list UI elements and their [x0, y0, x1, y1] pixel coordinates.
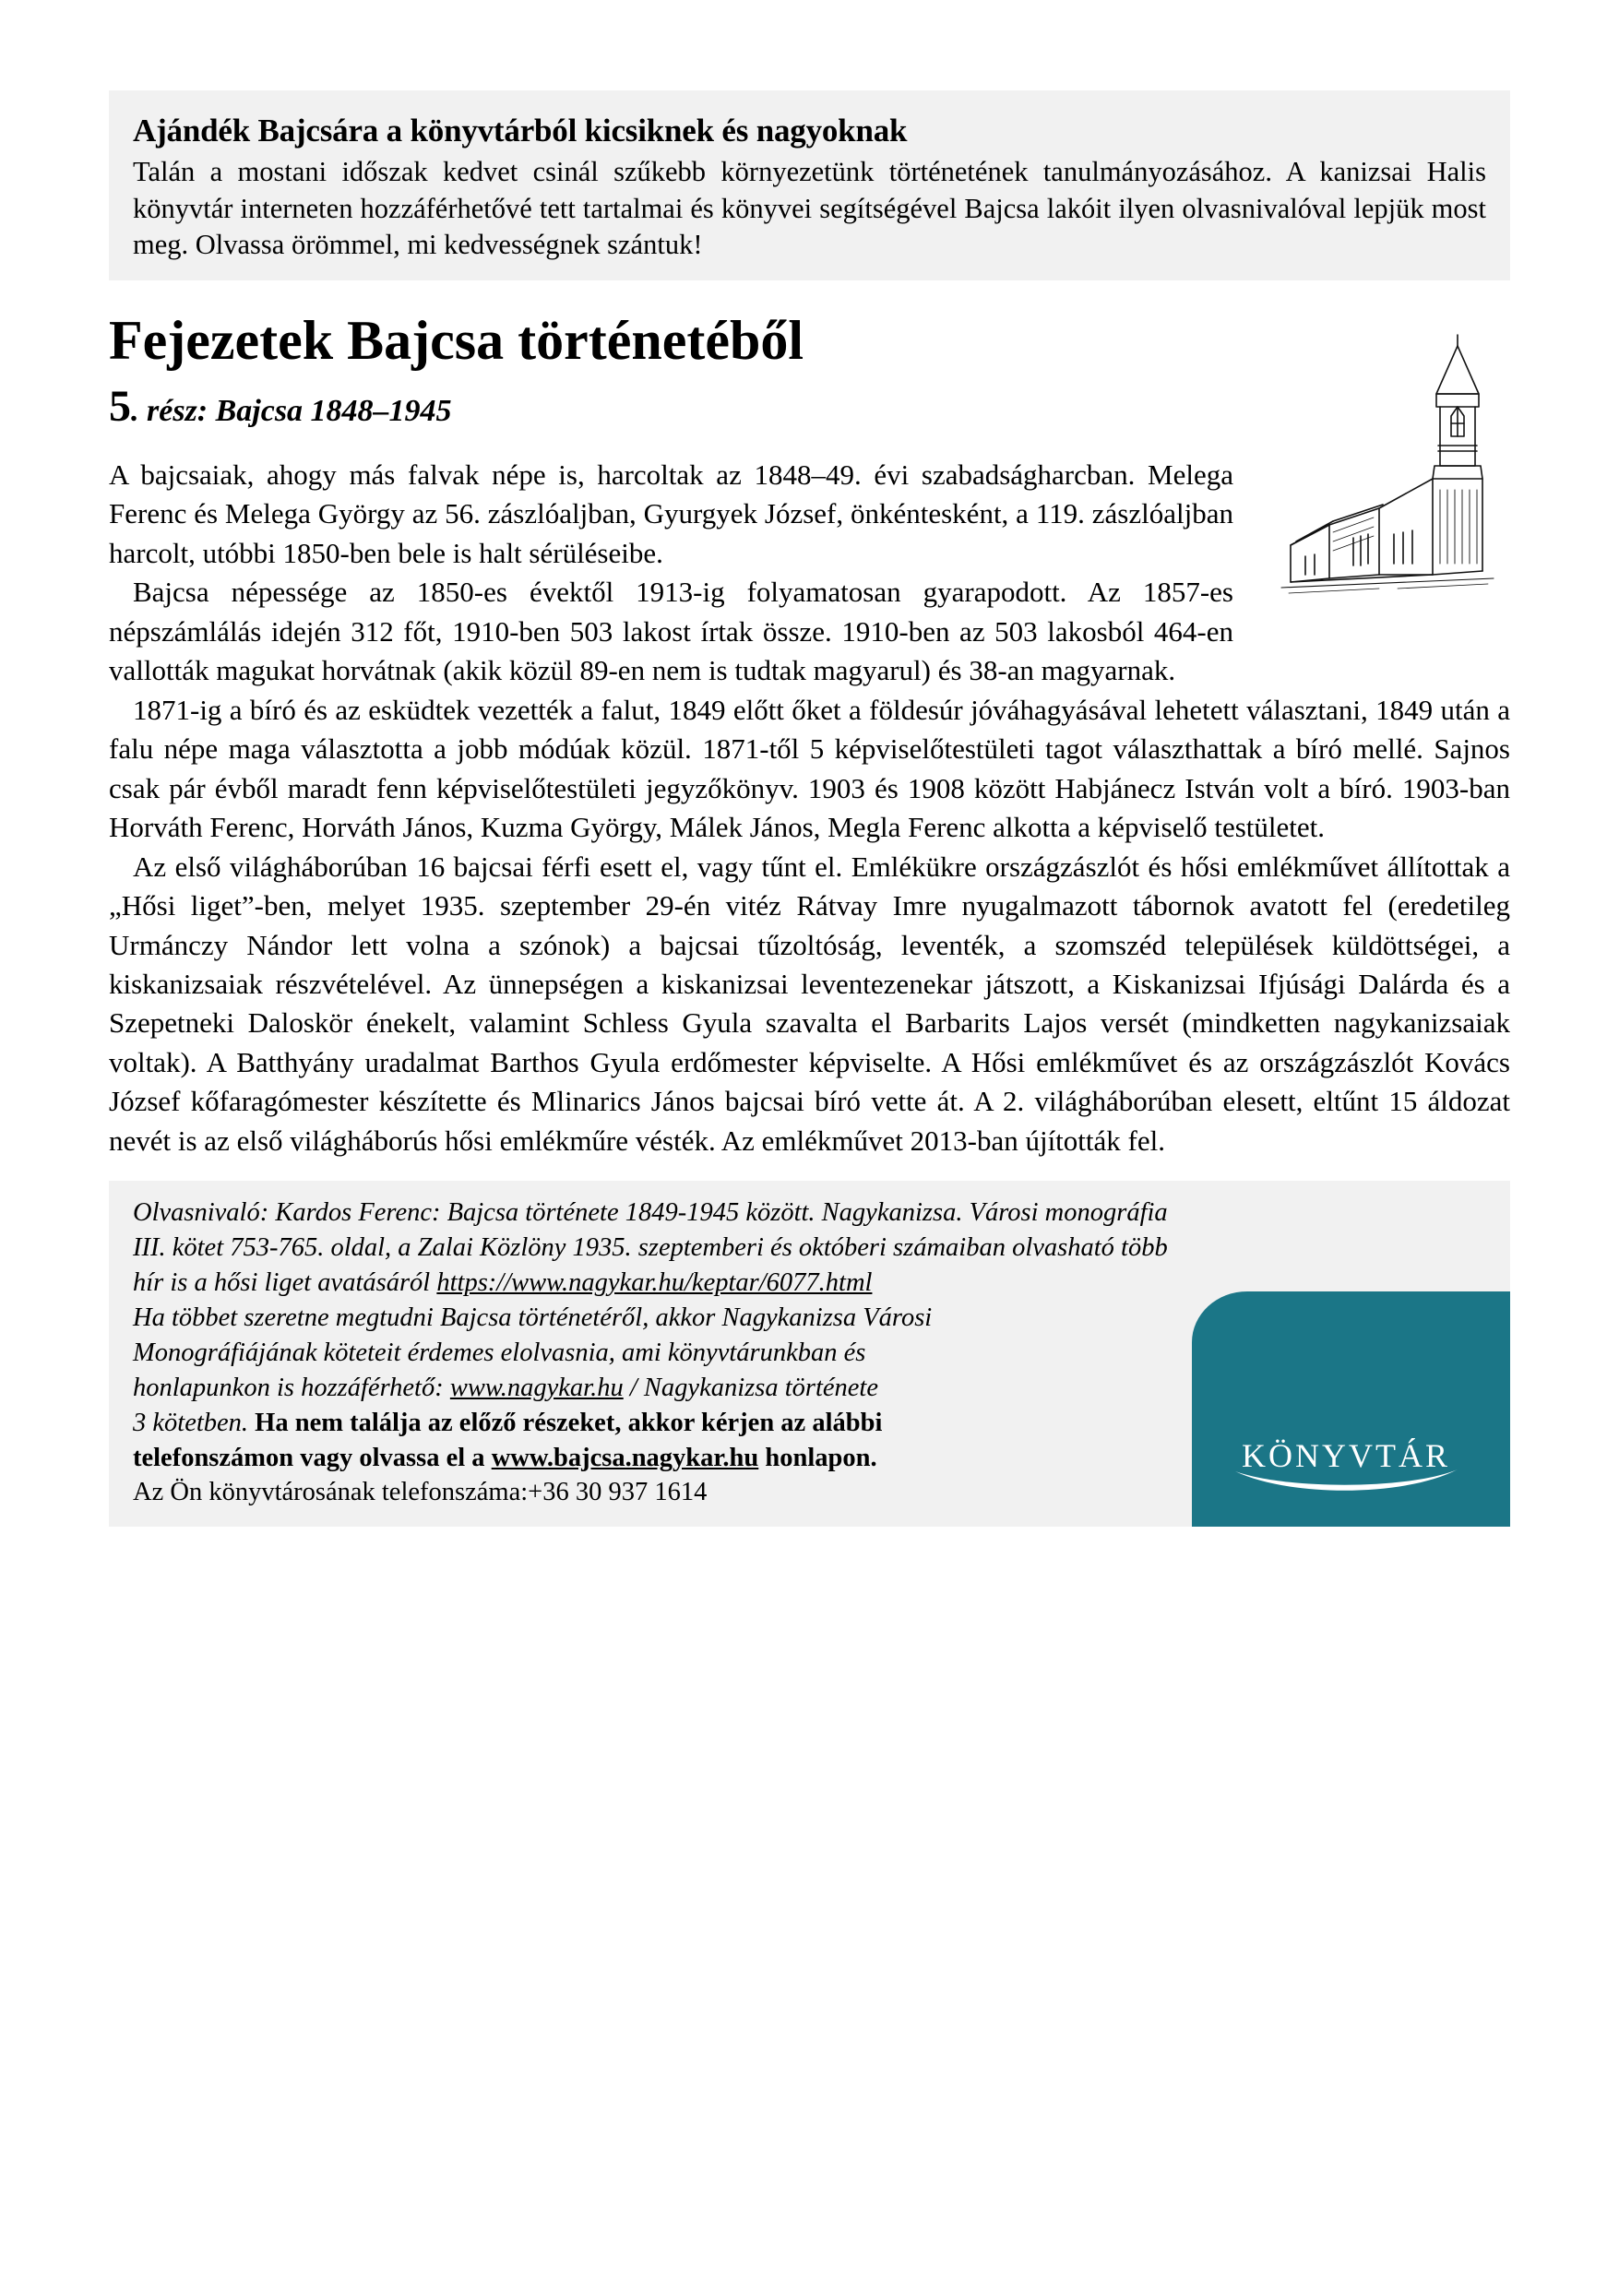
footer-box — [109, 1181, 1510, 1527]
intro-text: Talán a mostani időszak kedvet csinál szűkebb környezetünk történetének tanulmányozásához. A kanizsai Halis könyvtár interneten hozzáférhetővé tett tartalmai és könyvei segítségével Bajcsa lakóit ilyen olvasnivalóval lepjük most meg. Olvassa örömmel, mi kedvességnek szántuk! — [133, 156, 1486, 261]
paragraph-3: 1871-ig a bíró és az esküdtek vezették a falut, 1849 előtt őket a földesúr jóváhagyásával lehetett választani, 1849 után a falu népe maga választotta a jobb módúak közül. 1871-től 5 képviselőtestületi tagot választhattak a bíró mellé. Sajnos csak pár évből maradt fenn képviselőtestületi jegyzőkönyv. 1903 és 1908 között Habjánecz István volt a bíró. 1903-ban Horváth Ferenc, Horváth János, Kuzma György, Málek János, Megla Ferenc alkotta a képviselő testületet. — [109, 693, 1510, 844]
church-illustration — [1268, 327, 1518, 600]
source-link[interactable]: https://www.nagykar.hu/keptar/6077.html — [436, 1268, 873, 1298]
source-line-1: Olvasnivaló: Kardos Ferenc: Bajcsa története 1849-1945 között. Nagykanizsa. Városi monográfia — [133, 1198, 1168, 1228]
promo-line-3-post: / Nagykanizsa története — [623, 1373, 878, 1402]
source-line-2: III. kötet 753-765. oldal, a Zalai Közlöny 1935. szeptemberi és októberi számaiban olvasható több — [133, 1233, 1168, 1263]
bajcsa-link[interactable]: www.bajcsa.nagykar.hu — [491, 1443, 759, 1472]
paragraph-2: Bajcsa népessége az 1850-es évektől 1913-ig folyamatosan gyarapodott. Az 1857-es népszámlálás idején 312 főt, 1910-ben 503 lakost írtak össze. 1910-ben az 503 lakosból 464-en vallották magukat horvátnak (akik közül 89-en nem is tudtak magyarul) és 38-an magyarnak. — [109, 576, 1233, 687]
logo-text: KÖNYVTÁR — [1242, 1437, 1450, 1475]
paragraph-1: A bajcsaiak, ahogy más falvak népe is, harcoltak az 1848–49. évi szabadságharcban. Melega Ferenc és Melega György az 56. zászlóaljban, Gyurgyek József, önkéntesként, a 119. zászlóaljban harcolt, utóbbi 1850-ben bele is halt sérüléseibe. — [109, 458, 1233, 569]
nagykar-link[interactable]: www.nagykar.hu — [449, 1373, 624, 1402]
promo-line-2: Monográfiájának köteteit érdemes elolvasnia, ami könyvtárunkban és — [133, 1338, 866, 1367]
part-label: . rész: Bajcsa 1848–1945 — [131, 394, 452, 429]
paragraph-4: Az első világháborúban 16 bajcsai férfi esett el, vagy tűnt el. Emlékükre országzászlót és hősi emlékművet állítottak a „Hősi liget”-ben, melyet 1935. szeptember 29-én vitéz Rátvay Imre nyugalmazott tábornok avatott fel (eredetileg Urmánczy Nándor lett volna a szónok) a bajcsai tűzoltóság, leventék, a szomszéd települések küldöttségei, a kiskanizsaiak részvételével. Az ünnepségen a kiskanizsai leventezenekar játszott, a Kiskanizsai Ifjúsági Dalárda és a Szepetneki Daloskör énekelt, valamint Schless Gyula szavalta el Barbarits Lajos versét (mindketten nagykanizsaiak voltak). A Batthyány uradalmat Barthos Gyula erdőmester képviselte. A Hősi emlékművet és az országzászlót Kovács József kőfaragómester készítette és Mlinarics János bajcsai bíró vette át. A 2. világháborúban elesett, eltűnt 15 áldozat nevét is az első világháborús hősi emlékműre vésték. Az emlékművet 2013-ban újították fel. — [109, 850, 1510, 1157]
library-logo — [1192, 1291, 1510, 1527]
promo-line-4-pre: 3 kötetben. — [133, 1408, 256, 1437]
promo-line-1: Ha többet szeretne megtudni Bajcsa történetéről, akkor Nagykanizsa Városi — [133, 1303, 933, 1333]
logo-swoosh-icon — [1233, 1466, 1459, 1499]
page-title: Fejezetek Bajcsa történetéből — [109, 310, 804, 372]
promo-line-3-text: honlapunkon is hozzáférhető: — [133, 1373, 450, 1402]
promo-line-4-bold: Ha nem találja az előző részeket, akkor kérjen az alábbi — [255, 1408, 883, 1437]
source-line-3-text: hír is a hősi liget avatásáról — [133, 1268, 437, 1298]
phone-line: Az Ön könyvtárosának telefonszáma:+36 30 937 1614 — [133, 1478, 708, 1507]
part-number: 5 — [109, 382, 131, 432]
promo-line-5-post: honlapon. — [758, 1443, 877, 1472]
promo-line-5-pre: telefonszámon vagy olvassa el a — [133, 1443, 492, 1472]
intro-title: Ajándék Bajcsára a könyvtárból kicsiknek és nagyoknak — [133, 113, 908, 149]
intro-box — [109, 90, 1510, 280]
